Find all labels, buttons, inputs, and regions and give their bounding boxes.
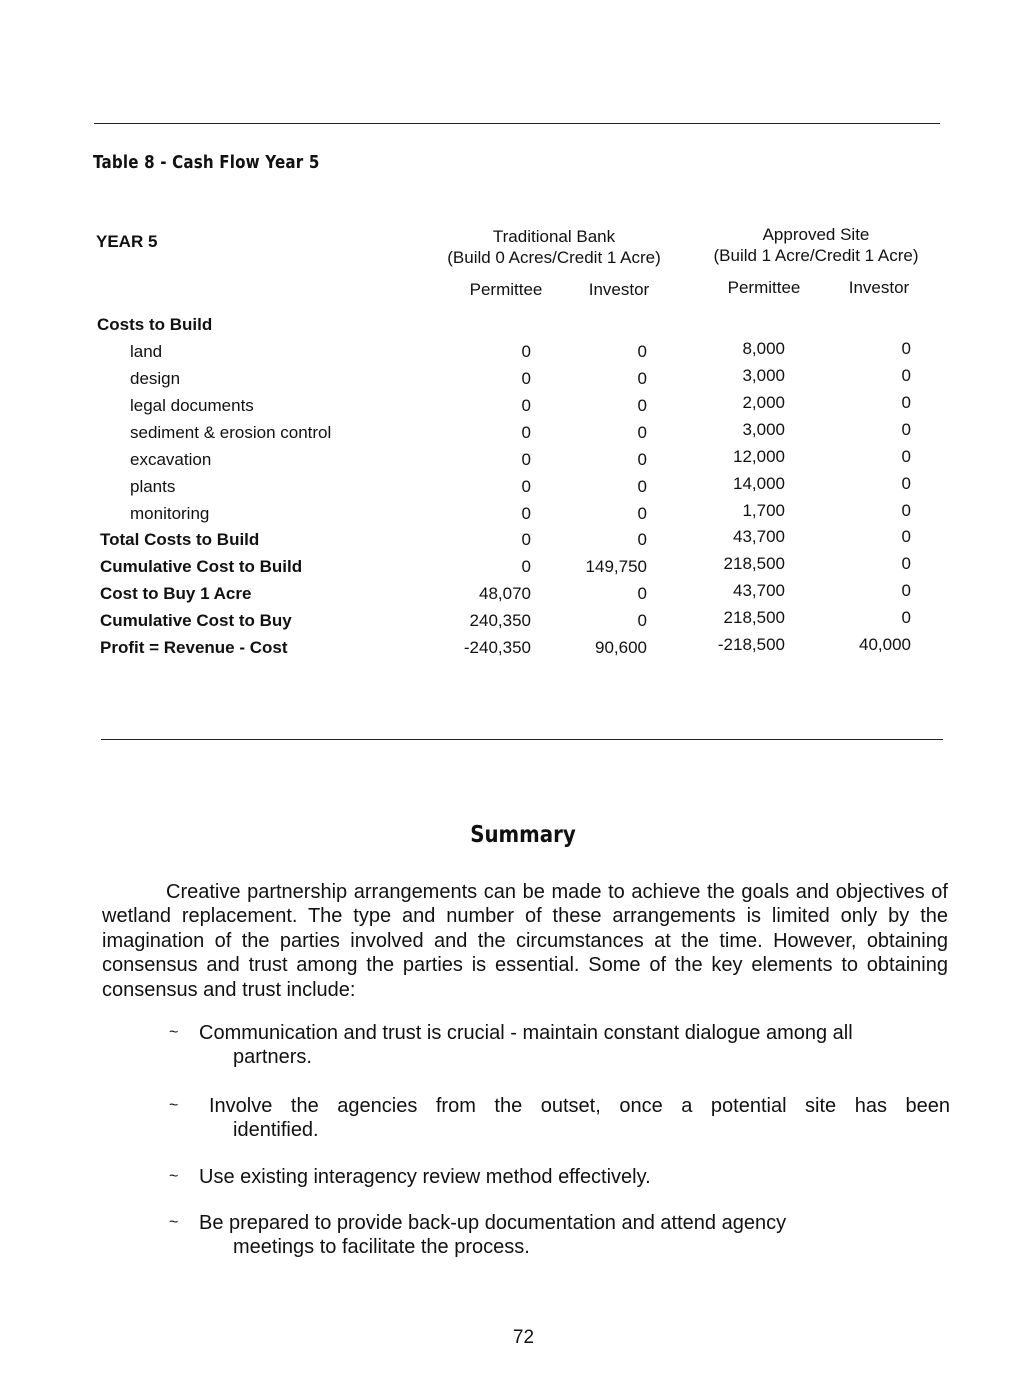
cell-value: 12,000 [733,447,785,466]
row-label: Cumulative Cost to Build [100,557,303,576]
bullet-marker: ~ [169,1024,179,1041]
cell-value: 0 [521,369,531,388]
cell-value: 218,500 [723,554,785,573]
cell-value: 0 [521,450,531,469]
top-divider [94,123,940,124]
cell-value: -240,350 [463,638,531,657]
cell-value: 0 [637,423,647,442]
table-row [0,447,1017,477]
table-row [0,366,1017,396]
cell-value: 0 [637,342,647,361]
cell-value: 218,500 [723,608,785,627]
column-header-permittee: Permittee [469,280,543,299]
cell-value: 43,700 [733,527,785,546]
bullet-first-line: Communication and trust is crucial - maintain constant dialogue among all [199,1022,853,1044]
row-label: plants [130,477,176,496]
row-label: Cumulative Cost to Buy [100,611,292,630]
section-heading: Costs to Build [97,315,213,334]
group-detail: (Build 1 Acre/Credit 1 Acre) [713,246,919,265]
group-header-traditional-bank [425,226,683,268]
cell-value: 0 [521,557,531,576]
cell-value: 2,000 [742,393,785,412]
row-label: sediment & erosion control [130,423,332,442]
cell-value: 0 [901,554,911,573]
bullet-first-line: Be prepared to provide back-up documentation and attend agency [199,1212,787,1234]
row-label: Cost to Buy 1 Acre [100,584,252,603]
page-number: 72 [512,1327,535,1348]
table-row [0,501,1017,531]
cell-value: 0 [637,396,647,415]
summary-title: Summary [470,822,576,848]
table-row [0,527,1017,557]
cell-value: 0 [637,530,647,549]
row-label: monitoring [130,504,210,523]
group-name: Approved Site [762,225,870,244]
row-label: excavation [130,450,212,469]
cell-value: 1,700 [742,501,785,520]
column-header-investor: Investor [848,278,910,297]
group-detail: (Build 0 Acres/Credit 1 Acre) [447,248,661,267]
row-label: design [130,369,181,388]
cell-value: 48,070 [479,584,531,603]
group-name: Traditional Bank [492,227,616,246]
cell-value: 0 [901,581,911,600]
cell-value: 0 [637,477,647,496]
cell-value: 14,000 [733,474,785,493]
cell-value: 3,000 [742,366,785,385]
bullet-text [209,1094,950,1118]
bullet-marker: ~ [169,1214,179,1231]
table-row [0,608,1017,638]
bullet-marker: ~ [169,1168,179,1185]
cell-value: -218,500 [717,635,785,654]
cell-value: 149,750 [585,557,647,576]
bullet-marker: ~ [169,1097,179,1114]
row-label: Profit = Revenue - Cost [100,638,288,657]
cell-value: 0 [901,474,911,493]
table-row [0,554,1017,584]
bullet-first-line: Use existing interagency review method effectively. [199,1166,651,1188]
table-row [0,339,1017,369]
bullet-text [199,1211,950,1260]
column-header-investor: Investor [588,280,650,299]
cell-value: 240,350 [469,611,531,630]
cell-value: 0 [901,339,911,358]
bullet-text-continued [199,1118,950,1142]
bullet-text [199,1165,950,1189]
row-label: legal documents [130,396,254,415]
cell-value: 0 [521,342,531,361]
table-row [0,581,1017,611]
bullet-text [199,1021,950,1070]
cell-value: 0 [637,584,647,603]
table-row [0,474,1017,504]
table-row [0,420,1017,450]
table-row [0,393,1017,423]
cell-value: 0 [637,611,647,630]
cell-value: 0 [521,504,531,523]
cell-value: 0 [637,369,647,388]
bullet-continuation: partners. [233,1046,312,1069]
cell-value: 0 [637,450,647,469]
cell-value: 0 [521,423,531,442]
group-header-approved-site [690,224,942,266]
cell-value: 0 [521,477,531,496]
summary-paragraph: Creative partnership arrangements can be made to achieve the goals and objectives of wetland replacement. The type and number of these arrangements is limited only by the imagination of the parties involved and the circumstances at the time. However, obtaining consensus and trust among the parties is essential. Some of the key elements to obtaining consensus and trust include: [102,881,948,1001]
cell-value: 0 [901,366,911,385]
cell-value: 3,000 [742,420,785,439]
cell-value: 0 [637,504,647,523]
cell-value: 0 [521,530,531,549]
cell-value: 0 [901,393,911,412]
cell-value: 8,000 [742,339,785,358]
bullet-continuation: meetings to facilitate the process. [233,1236,530,1259]
cell-value: 40,000 [859,635,911,654]
row-label: land [130,342,163,361]
cell-value: 90,600 [595,638,647,657]
cell-value: 0 [901,501,911,520]
row-label: Total Costs to Build [100,530,260,549]
table-title: Table 8 - Cash Flow Year 5 [93,152,320,173]
bullet-continuation: identified. [233,1119,319,1142]
year-label: YEAR 5 [96,232,158,251]
cell-value: 0 [901,608,911,627]
cell-value: 0 [901,420,911,439]
cell-value: 0 [901,527,911,546]
bullet-first-line: Involve the agencies from the outset, once a potential site has been [209,1095,950,1117]
table-row [0,635,1017,665]
cell-value: 0 [901,447,911,466]
cell-value: 0 [521,396,531,415]
column-header-permittee: Permittee [727,278,801,297]
cell-value: 43,700 [733,581,785,600]
bottom-divider [101,739,943,740]
